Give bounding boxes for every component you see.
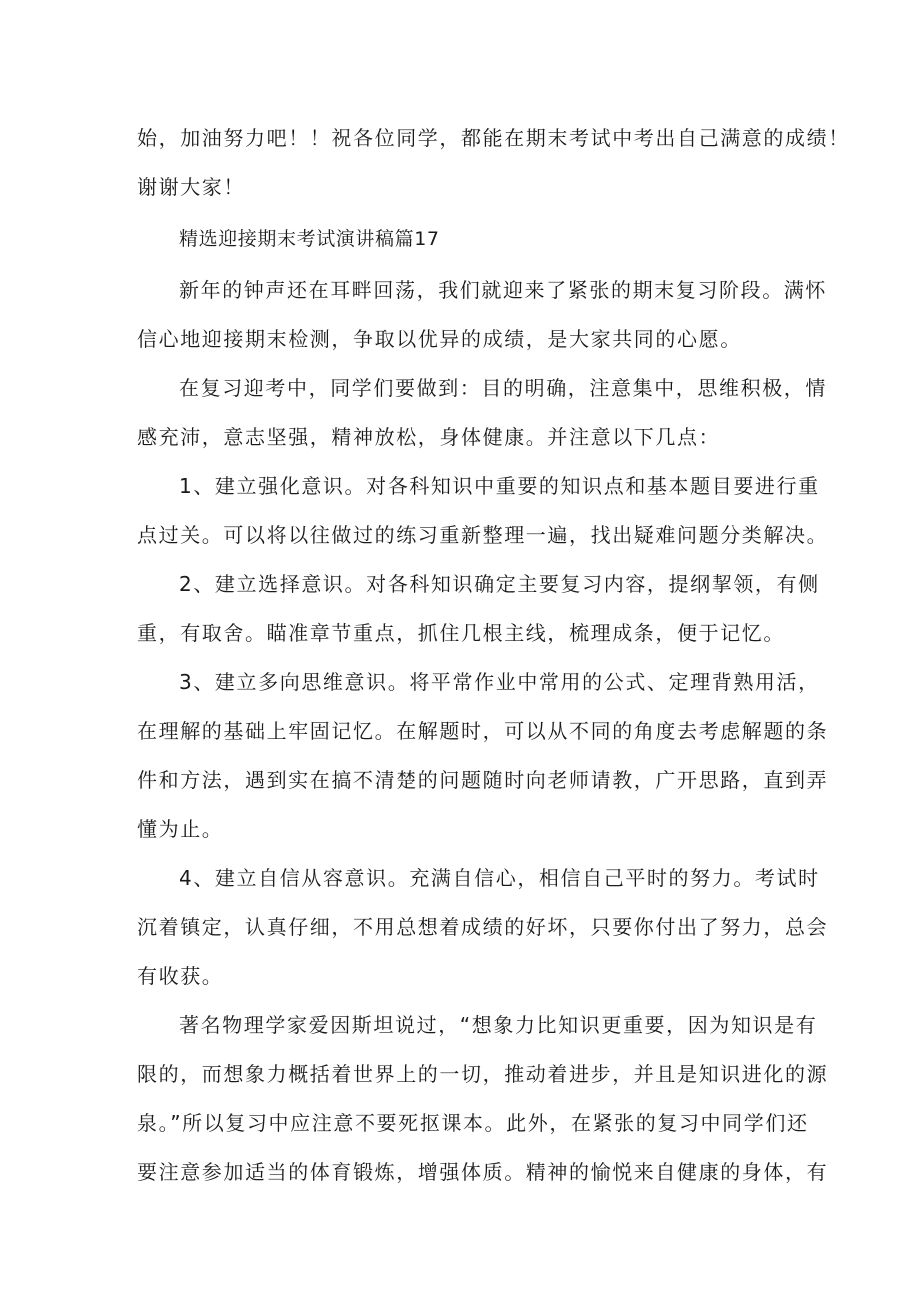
paragraph-closing [137, 114, 850, 212]
paragraph-intro [137, 266, 827, 364]
text-line: 4、建立自信从容意识。充满自信心，相信自己平时的努力。考试时 [179, 866, 820, 890]
paragraph-point-1 [137, 462, 829, 560]
paragraph-requirements [137, 364, 827, 462]
text-line: 谢谢大家！ [137, 175, 245, 199]
heading-text: 精选迎接期末考试演讲稿篇17 [179, 228, 440, 250]
text-line: 沉着镇定，认真仔细，不用总想着成绩的好坏，只要你付出了努力，总会 [137, 915, 829, 939]
paragraph-einstein [137, 1001, 829, 1197]
text-line: 在理解的基础上牢固记忆。在解题时，可以从不同的角度去考虑解题的条 [137, 719, 829, 743]
text-line: 要注意参加适当的体育锻炼，增强体质。精神的愉悦来自健康的身体，有 [137, 1160, 829, 1184]
text-line: 始，加油努力吧！！祝各位同学，都能在期末考试中考出自己满意的成绩！ [137, 126, 850, 150]
text-line: 有收获。 [137, 964, 224, 988]
text-line: 限的，而想象力概括着世界上的一切，推动着进步，并且是知识进化的源 [137, 1062, 829, 1086]
paragraph-point-4 [137, 854, 829, 1001]
paragraph-point-3 [137, 658, 829, 854]
text-line: 重，有取舍。瞄准章节重点，抓住几根主线，梳理成条，便于记忆。 [137, 621, 785, 645]
paragraph-point-2 [137, 560, 820, 658]
text-line: 1、建立强化意识。对各科知识中重要的知识点和基本题目要进行重 [179, 474, 820, 498]
text-line: 点过关。可以将以往做过的练习重新整理一遍，找出疑难问题分类解决。 [137, 523, 829, 547]
text-line: 感充沛，意志坚强，精神放松，身体健康。并注意以下几点： [137, 425, 721, 449]
text-line: 3、建立多向思维意识。将平常作业中常用的公式、定理背熟用活， [179, 670, 820, 694]
text-line: 信心地迎接期末检测，争取以优异的成绩，是大家共同的心愿。 [137, 327, 742, 351]
text-line: 泉。”所以复习中应注意不要死抠课本。此外，在紧张的复习中同学们还 [137, 1111, 809, 1135]
text-line: 2、建立选择意识。对各科知识确定主要复习内容，提纲挈领，有侧 [179, 572, 820, 596]
text-line: 件和方法，遇到实在搞不清楚的问题随时向老师请教，广开思路，直到弄 [137, 768, 829, 792]
text-line: 著名物理学家爱因斯坦说过，“想象力比知识更重要，因为知识是有 [179, 1013, 818, 1037]
section-heading [137, 215, 820, 264]
text-line: 新年的钟声还在耳畔回荡，我们就迎来了紧张的期末复习阶段。满怀 [179, 278, 827, 302]
text-line: 懂为止。 [137, 817, 224, 841]
text-line: 在复习迎考中，同学们要做到：目的明确，注意集中，思维积极，情 [179, 376, 827, 400]
